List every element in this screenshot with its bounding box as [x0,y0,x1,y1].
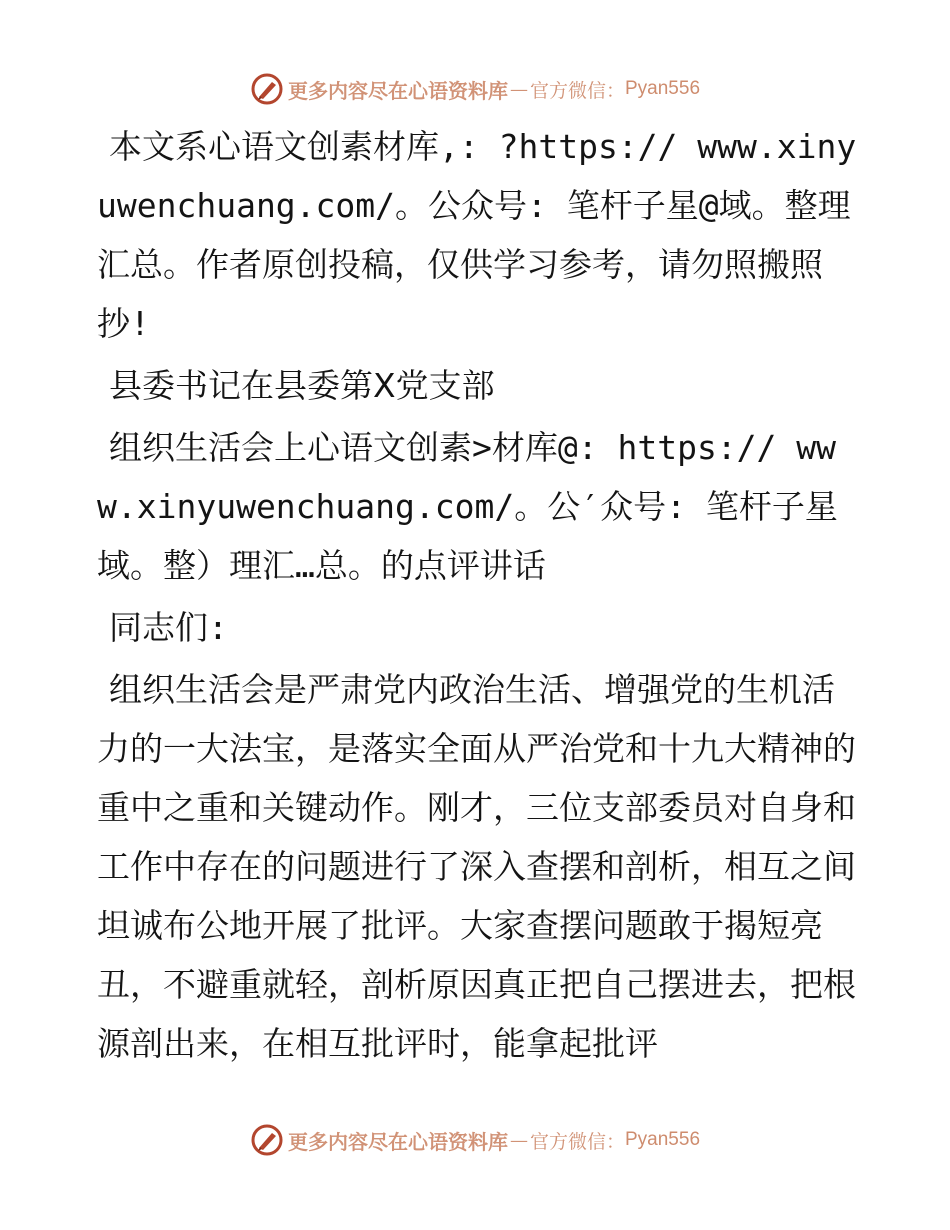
paragraph-title-line-2: 组织生活会上心语文创素>材库@: https:// www.xinyuwenchuang.com/。公′众号: 笔杆子星域。整）理汇…总。的点评讲话 [97,428,838,585]
watermark-wechat-id: Pyan556 [625,78,701,99]
footer-watermark [0,1121,950,1159]
watermark-dash: — [509,78,528,100]
paragraph-title-line-1: 县委书记在县委第Ⅹ党支部 [109,366,495,405]
pen-circle-logo-icon [250,1123,284,1157]
watermark-official-label: 官方微信： [529,1130,625,1153]
paragraph-salutation: 同志们: [109,608,228,647]
watermark-main-text: 更多内容尽在心语资料库 [287,78,508,103]
document-body [97,117,857,1076]
paragraph-source-notice: 本文系心语文创素材库,: ?https:// www.xinyuwenchuang.com/。公众号: 笔杆子星@域。整理汇总。作者原创投稿，仅供学习参考，请勿照搬照抄! [97,127,857,343]
watermark-official-label: 官方微信： [529,79,625,102]
watermark-dash: — [509,1129,528,1151]
pen-circle-logo-icon [250,72,284,106]
watermark-main-text: 更多内容尽在心语资料库 [287,1129,508,1154]
header-watermark [0,70,950,108]
paragraph-body: 组织生活会是严肃党内政治生活、增强党的生机活力的一大法宝，是落实全面从严治党和十九大精神的重中之重和关键动作。刚才，三位支部委员对自身和工作中存在的问题进行了深入查摆和剖析，相互之间坦诚布公地开展了批评。大家查摆问题敢于揭短亮丑，不避重就轻，剖析原因真正把自己摆进去，把根源剖出来，在相互批评时，能拿起批评 [97,670,856,1063]
watermark-wechat-id: Pyan556 [625,1129,701,1150]
